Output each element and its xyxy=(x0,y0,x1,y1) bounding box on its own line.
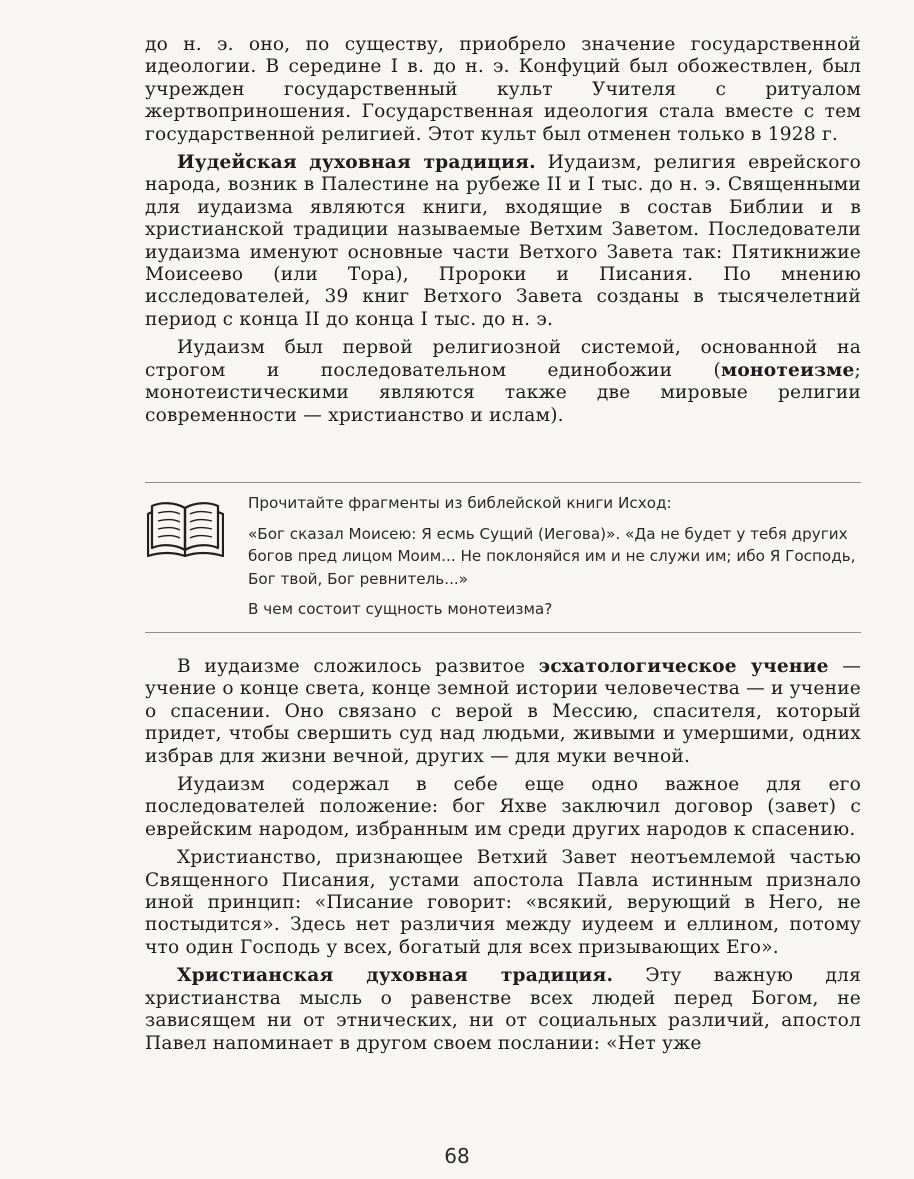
main-text-lower xyxy=(145,656,861,1055)
sidebox-top-divider xyxy=(145,482,861,483)
paragraph-eschatology-text-a: В иудаизме сложилось развитое xyxy=(177,656,539,677)
page-number: 68 xyxy=(444,1144,470,1168)
paragraph-covenant: Иудаизм содержал в себе еще одно важное для его последователей положение: бог Яхве заключил договор (завет) с еврейским народом, избранным им среди других народов к спасению. xyxy=(145,774,861,840)
sidebox-bottom-divider xyxy=(145,632,861,633)
paragraph-judaism-origin xyxy=(145,152,861,331)
paragraph-monotheism xyxy=(145,337,861,427)
judaic-tradition-heading: Иудейская духовная традиция. xyxy=(177,152,536,174)
paragraph-eschatology xyxy=(145,656,861,768)
sidebox-intro: Прочитайте фрагменты из библейской книги Исход: xyxy=(248,494,672,512)
paragraph-monotheism-text-a: Иудаизм был первой религиозной системой, основанной на строгом и последовательном единобожии ( xyxy=(145,337,861,381)
sidebox-question: В чем состоит сущность монотеизма? xyxy=(248,600,553,618)
open-book-icon xyxy=(147,500,224,558)
sidebox-task xyxy=(248,492,862,621)
paragraph-christianity-principle: Христианство, признающее Ветхий Завет неотъемлемой частью Священного Писания, устами апостола Павла истинным признало иной принцип: «Писание говорит: «всякий, верующий в Него, не постыдится». Здесь нет различия между иудеем и еллином, потому что один Господь у всех, богатый для всех призывающих Его». xyxy=(145,847,861,958)
monotheism-term: монотеизме xyxy=(720,359,855,381)
sidebox-bible-quote: «Бог сказал Моисею: Я есмь Сущий (Иегова)». «Да не будет у тебя других богов пред лицом Моим... Не поклоняйся им и не служи им; ибо Я Господь, Бог твой, Бог ревнитель...» xyxy=(248,524,856,588)
christian-tradition-heading: Христианская духовная традиция. xyxy=(177,965,614,987)
main-text-upper xyxy=(145,34,861,427)
paragraph-confucius-cult: до н. э. оно, по существу, приобрело значение государственной идеологии. В середине I в. до н. э. Конфуций был обожествлен, был учрежден государственный культ Учителя с ритуалом жертвоприношения. Государственная идеология стала вместе с тем государственной религией. Этот культ был отменен только в 1928 г. xyxy=(145,34,861,145)
paragraph-monotheism-text-b: ; монотеистическими являются также две мировые религии современности — христианство и ислам). xyxy=(145,359,861,426)
paragraph-christian-tradition-text: Эту важную для христианства мысль о равенстве всех людей перед Богом, не зависящем ни от этнических, ни от социальных различий, апостол Павел напоминает в другом своем послании: «Нет уже xyxy=(145,965,861,1054)
paragraph-christian-tradition xyxy=(145,965,861,1055)
paragraph-eschatology-text-b: — учение о конце света, конце земной истории человечества — и учение о спасении. Оно связано с верой в Мессию, спасителя, который придет, чтобы свершить суд над людьми, живыми и умершими, одних избрав для жизни вечной, других — для муки вечной. xyxy=(145,656,862,767)
paragraph-judaism-origin-text: Иудаизм, религия еврейского народа, возник в Палестине на рубеже II и I тыс. до н. э. Священными для иудаизма являются книги, входящие в состав Библии и в христианской традиции называемые Ветхим Заветом. Последователи иудаизма именуют основные части Ветхого Завета так: Пятикнижие Моисеево (или Тора), Пророки и Писания. По мнению исследователей, 39 книг Ветхого Завета созданы в тысячелетний период с конца II до конца I тыс. до н. э. xyxy=(145,152,862,330)
eschatology-term: эсхатологическое учение xyxy=(538,656,829,677)
